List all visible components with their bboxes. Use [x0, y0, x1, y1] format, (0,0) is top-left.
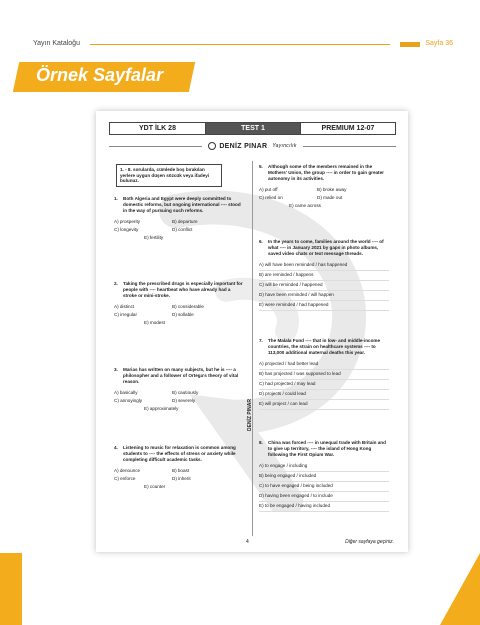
question-1: 1. Both Algeria and Egypt were deeply committed to domestic reforms, but ongoing international ---- stood in the way of pursuing such reforms. A) prosperity B) departure C) longevity D) conflict E) fertility: [114, 196, 241, 240]
option-b: B) has projected / was supposed to lead: [259, 370, 389, 380]
option-c: C) relied on: [259, 194, 283, 200]
page-number: 4: [246, 539, 249, 545]
publisher-script: Yayıncılık: [272, 143, 297, 149]
question-6: 6. In the years to come, families around the world ---- of what ---- in January 2021 by gaps in photo albums, saved video chats or text message threads. A) will have been reminded / has happened B) are reminded / happens C) will be reminded / happened D) have been reminded / will happen E) were reminded / had happened: [259, 239, 389, 311]
option-e: E) approximately: [144, 405, 179, 411]
option-d: D) have been reminded / will happen: [259, 291, 389, 301]
option-b: B) being engaged / included: [259, 472, 389, 482]
dp-logo-icon: [208, 142, 216, 150]
decor-stripe-right: [440, 553, 480, 625]
option-d: D) having been engaged / to include: [259, 492, 389, 502]
option-e: E) to be engaged / having included: [259, 502, 389, 512]
column-divider: [252, 161, 253, 536]
section-title: Örnek Sayfalar: [36, 65, 164, 85]
option-e: E) will project / can lead: [259, 400, 389, 410]
option-a: A) distinct: [114, 303, 135, 309]
option-b: B) considerable: [172, 303, 204, 309]
option-a: A) basically: [114, 389, 138, 395]
option-c: C) will be reminded / happened: [259, 281, 389, 291]
option-a: A) will have been reminded / has happened: [259, 261, 389, 271]
catalog-header: [0, 0, 480, 60]
question-5: 5. Although some of the members remained in the Mothers' Union, the group ---- in order to gain greater autonomy in its activities. A) put off B) broke away C) relied on D) made out E) came across: [259, 164, 384, 208]
option-d: D) conflict: [172, 226, 193, 232]
option-b: B) are reminded / happens: [259, 271, 389, 281]
option-d: D) inherit: [172, 475, 191, 481]
option-a: A) put off: [259, 186, 278, 192]
catalog-brand: Yayın Kataloğu: [33, 40, 80, 47]
option-d: D) severely: [172, 397, 196, 403]
decor-stripe-left: [0, 553, 22, 625]
publisher-row: [109, 140, 396, 152]
question-2: 2. Taking the prescribed drugs is especially important for people with ---- heartbeat who have already had a stroke or mini-stroke. A) distinct B) considerable C) irregular D) sollable E) modest: [114, 281, 243, 325]
option-b: B) cautiously: [172, 389, 199, 395]
option-a: A) to engage / including: [259, 462, 389, 472]
option-e: E) modest: [144, 319, 165, 325]
publisher-name: DENİZ PINAR: [219, 142, 268, 150]
option-c: C) enforce: [114, 475, 136, 481]
question-4: 4. Listening to music for relaxation is common among students to ---- the effects of stress or anxiety while completing difficult academic tasks. A) denounce B) boast C) enforce D) inherit E) counter: [114, 445, 236, 489]
exam-code: PREMIUM 12-07: [321, 125, 375, 132]
exam-test: TEST 1: [206, 123, 301, 134]
next-page-note: Diğer sayfaya geçiniz.: [345, 539, 394, 545]
option-e: E) fertility: [144, 234, 164, 240]
question-3: 3. Marias has written on many subjects, but he is ---- a philosopher and a follower of Ortega's theory of vital reason. A) basically B) cautiously C) annoyingly D) severely E) approximately: [114, 367, 239, 411]
catalog-page-label: Sayfa 36: [425, 40, 453, 47]
option-a: A) denounce: [114, 467, 141, 473]
question-7: 7. The Malala Fund ---- that in low- and middle-income countries, the strain on healthcare systems ---- to 113,000 additional maternal deaths this year. A) projected / had better lead B) has projected / was supposed to lead C) had projected / may lead D) projects / could lead E) will project / can lead: [259, 338, 389, 410]
option-b: B) departure: [172, 218, 198, 224]
option-a: A) projected / had better lead: [259, 360, 389, 370]
option-c: C) annoyingly: [114, 397, 143, 403]
option-c: C) to have engaged / being included: [259, 482, 389, 492]
option-c: C) had projected / may lead: [259, 380, 389, 390]
option-e: E) were reminded / had happened: [259, 301, 389, 311]
header-rule: [90, 44, 390, 45]
option-c: C) longevity: [114, 226, 139, 232]
option-d: D) sollable: [172, 311, 194, 317]
option-e: E) counter: [144, 483, 166, 489]
sample-page: [96, 111, 408, 552]
option-c: C) irregular: [114, 311, 137, 317]
option-d: D) projects / could lead: [259, 390, 389, 400]
option-e: E) came across: [289, 202, 321, 208]
option-b: B) boast: [172, 467, 190, 473]
header-accent: [400, 42, 420, 47]
vertical-brand: DENİZ PINAR: [247, 399, 253, 431]
exam-header: [109, 122, 396, 135]
question-8: 8. China was forced ---- in unequal trade with Britain and to give up territory, ---- the island of Hong Kong following the First Opium War. A) to engage / including B) being engaged / included C) to have engaged / being included D) having been engaged / to include E) to be engaged / having included: [259, 440, 389, 512]
option-d: D) made out: [317, 194, 343, 200]
exam-series: YDT İLK 28: [110, 123, 206, 134]
option-a: A) prosperity: [114, 218, 141, 224]
option-b: B) broke away: [317, 186, 347, 192]
instruction-box: 1. - 8. sorularda, cümlede boş bırakılan yerlere uygun düşen sözcük veya ifadeyi bulunuz.: [116, 164, 222, 187]
